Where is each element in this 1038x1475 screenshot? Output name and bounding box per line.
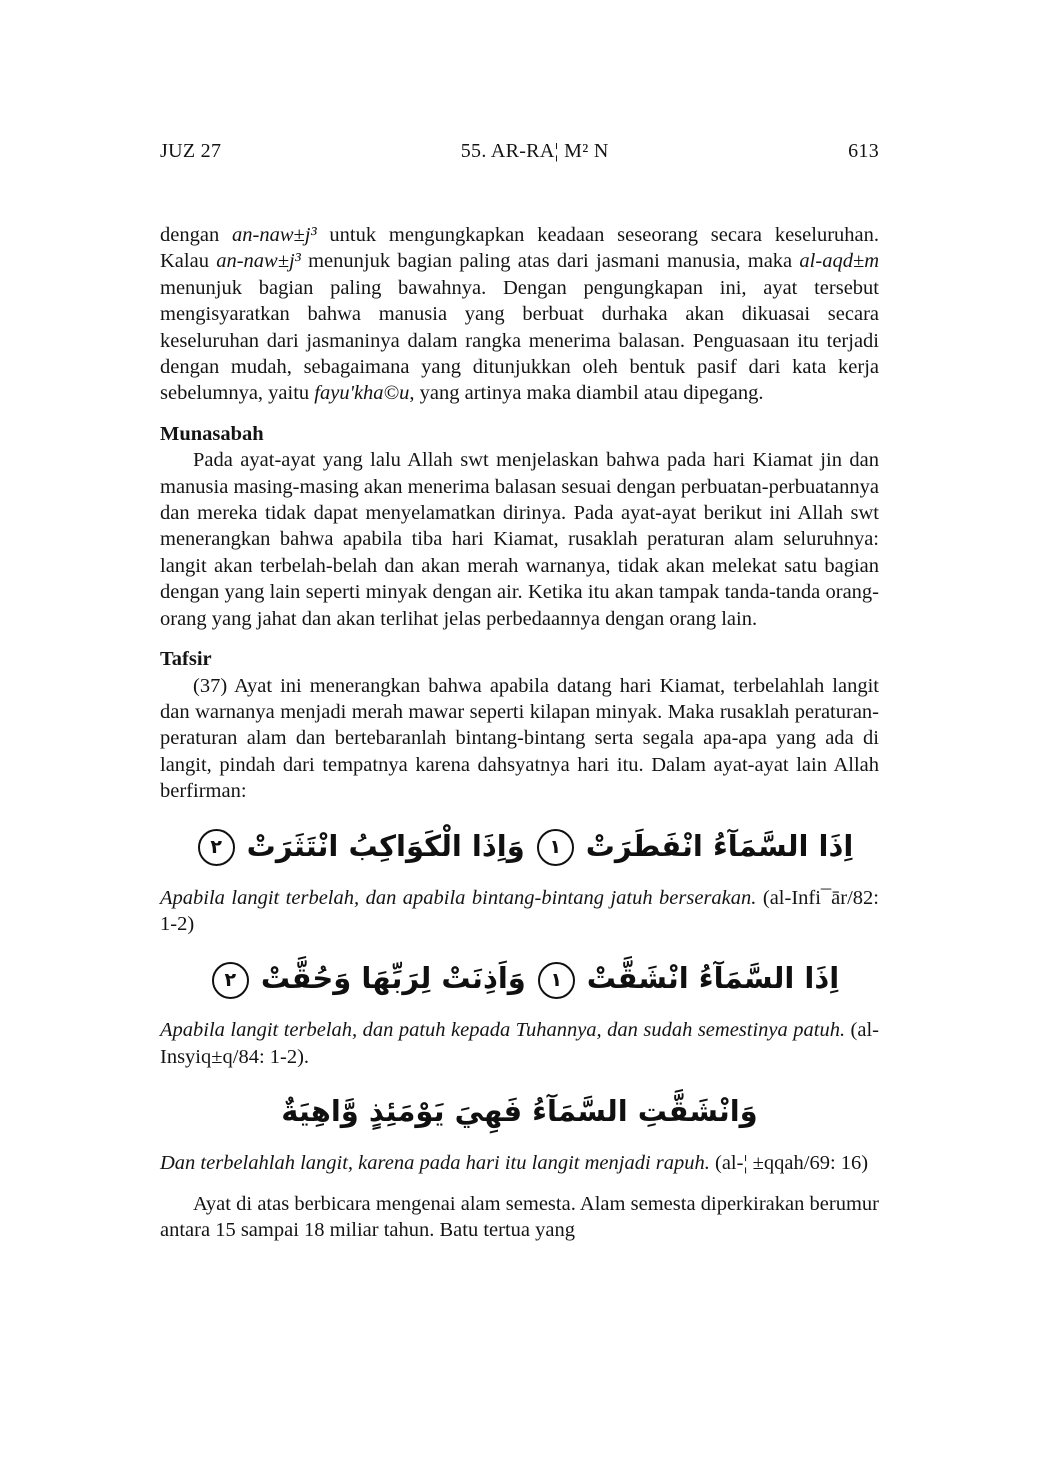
arabic-text: اِذَا السَّمَآءُ انْشَقَّتْ [586,961,840,996]
text-run: menunjuk bagian paling bawahnya. Dengan pengungkapan ini, ayat tersebut mengisyaratkan bahwa manusia yang berbuat durhaka akan dikuasai secara keseluruhan dari jasmaninya dalam rangka menerima balasan. Penguasaan itu terjadi dengan mudah, sebagaimana yang ditunjukkan oleh bentuk pasif dari kata kerja sebelumnya, yaitu [160,276,879,405]
text-run: dengan [160,224,233,246]
transliteration-term: an-naw±j³ [232,224,317,246]
arabic-verse-infitar [160,813,879,879]
section-heading-tafsir: Tafsir [160,648,212,671]
arabic-verse-haqqah [160,1078,879,1144]
transliteration-term: Dan terbelahlah langit, karena pada hari itu langit menjadi rapuh. [160,1152,710,1175]
text-run: (al-Insyiq±q/84: 1-2). [160,1019,880,1068]
arabic-verse-insyiqaq [160,945,879,1011]
continuation-paragraph [160,222,879,407]
tafsir-paragraph: (37) Ayat ini menerangkan bahwa apabila datang hari Kiamat, terbelahlah langit dan warnanya menjadi merah mawar seperti kilapan minyak. Maka rusaklah peraturan-peraturan alam dan bertebaranlah bintang-bintang serta segala apa-apa yang ada di langit, pindah dari tempatnya karena dahsyatnya hari itu. Dalam ayat-ayat lain Allah berfirman: [160,674,879,803]
ayah-number-badge: ٢ [212,962,249,999]
transliteration-term: fayu'kha©u [314,382,410,405]
text-run: untuk mengungkapkan keadaan seseorang secara keseluruhan. Kalau [160,224,879,273]
text-run: (al-¦ ±qqah/69: 16) [709,1152,869,1175]
ayah-number-badge: ١ [538,962,575,999]
ayah-number-badge: ٢ [198,829,235,866]
transliteration-term: Apabila langit terbelah, dan patuh kepada Tuhannya, dan sudah semestinya patuh. [160,1019,846,1042]
surah-title: 55. AR-RA¦ M² N [460,140,609,162]
arabic-text: وَانْشَقَّتِ السَّمَآءُ فَهِيَ يَوْمَئِذٍ وَّاهِيَةٌ [281,1094,758,1129]
translation-infitar [160,885,879,938]
arabic-text: وَاَذِنَتْ لِرَبِّهَا وَحُقَّتْ [260,961,526,996]
arabic-text: وَاِذَا الْكَوَاكِبُ انْتَثَرَتْ [246,828,525,863]
text-run: (al-Infi¯ār/82: 1-2) [160,886,879,935]
arabic-text: اِذَا السَّمَآءُ انْفَطَرَتْ [585,828,854,863]
text-column [160,140,879,1243]
munasabah-paragraph: Pada ayat-ayat yang lalu Allah swt menjelaskan bahwa pada hari Kiamat jin dan manusia masing-masing akan menerima balasan sesuai dengan perbuatan-perbuatannya dan mereka tidak dapat menyelamatkan dirinya. Pada ayat-ayat berikut ini Allah swt menerangkan bahwa apabila tiba hari Kiamat, rusaklah peraturan alam seluruhnya: langit akan terbelah-belah dan akan merah warnanya, tidak akan melekat satu bagian dengan yang lain seperti minyak dengan air. Ketika itu akan tampak tanda-tanda orang-orang yang jahat dan akan terlihat jelas perbedaannya dengan orang lain. [160,449,879,630]
page-header [160,140,879,163]
text-run: menunjuk bagian paling atas dari jasmani manusia, maka [300,250,800,273]
page-number: 613 [848,140,879,162]
translation-insyiqaq [160,1017,879,1070]
transliteration-term: Apabila langit terbelah, dan apabila bintang-bintang jatuh berserakan. [160,886,757,909]
translation-haqqah [160,1150,879,1176]
juz-label: JUZ 27 [160,140,222,162]
section-heading-munasabah: Munasabah [160,422,264,445]
closing-paragraph: Ayat di atas berbicara mengenai alam semesta. Alam semesta diperkirakan berumur antara 15 sampai 18 miliar tahun. Batu tertua yang [160,1192,879,1241]
ayah-number-badge: ١ [537,829,574,866]
transliteration-term: al-aqd±m [799,250,879,273]
transliteration-term: an-naw±j³ [216,250,301,273]
text-run: , yang artinya maka diambil atau dipegang. [409,382,764,405]
